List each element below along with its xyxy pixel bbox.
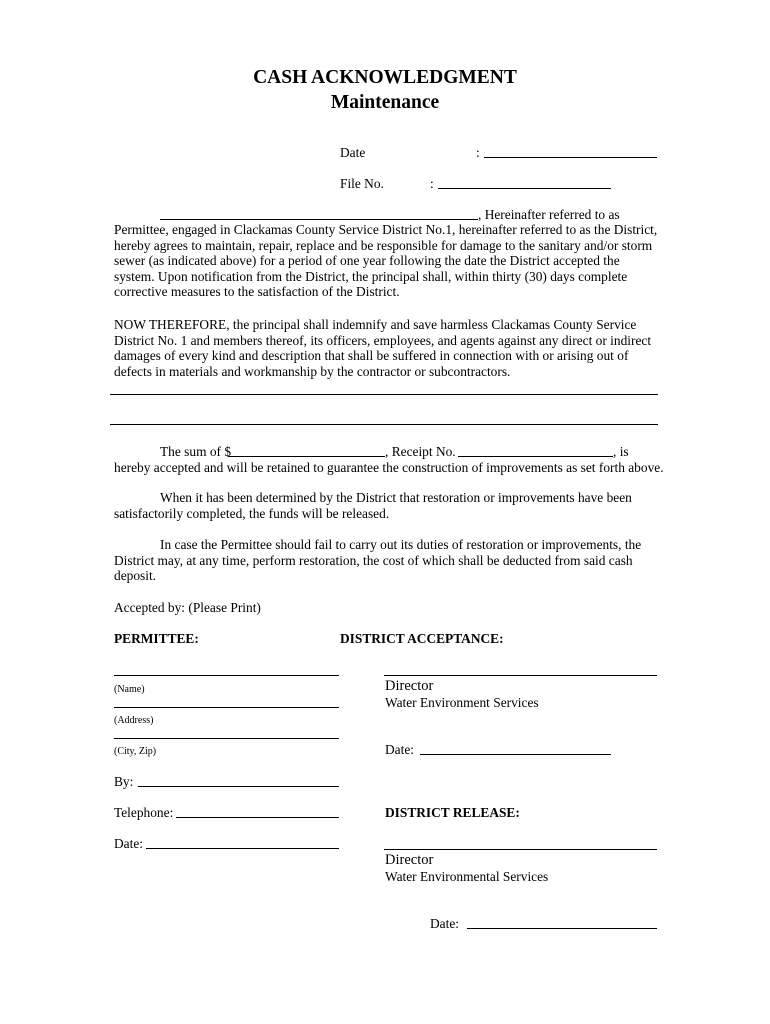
blank-line-1[interactable] (110, 394, 658, 395)
file-no-label: File No. (340, 176, 384, 191)
director-label-2: Director (385, 852, 434, 868)
paragraph-2: NOW THEREFORE, the principal shall indemnify and save harmless Clackamas County Service District No. 1 and members thereof, its officers, employees, and agents against any direct or indirect damages of every kind and description that shall be suffered in connection with or arising out of defects in materials and workmanship by the contractor or subcontractors. (114, 317, 652, 379)
by-label: By: (114, 774, 134, 789)
telephone-label: Telephone: (114, 805, 174, 820)
permittee-name-line[interactable] (114, 675, 339, 676)
receipt-label: , Receipt No. (385, 444, 456, 459)
receipt-no-field[interactable] (458, 456, 613, 457)
sum-amount-field[interactable] (228, 456, 385, 457)
by-field[interactable] (138, 786, 339, 787)
sum-line-2: hereby accepted and will be retained to guarantee the construction of improvements as set forth above. (114, 460, 664, 475)
name-label: (Name) (114, 684, 145, 695)
district-release-heading: DISTRICT RELEASE: (385, 805, 520, 820)
permittee-address-line[interactable] (114, 707, 339, 708)
address-label: (Address) (114, 715, 154, 726)
date-label: Date (340, 145, 366, 160)
paragraph-5: In case the Permittee should fail to carry out its duties of restoration or improvements, the District may, at any time, perform restoration, the cost of which shall be deducted from said cash deposit. (114, 537, 642, 584)
date-colon: : (476, 145, 480, 160)
paragraph-4: When it has been determined by the District that restoration or improvements have been satisfactorily completed, the funds will be released. (114, 490, 632, 521)
wes-label-1: Water Environment Services (385, 695, 539, 710)
accepted-by-label: Accepted by: (Please Print) (114, 600, 261, 615)
permittee-heading: PERMITTEE: (114, 631, 199, 646)
district-acceptance-heading: DISTRICT ACCEPTANCE: (340, 631, 504, 646)
release-signature-line[interactable] (384, 849, 657, 850)
city-zip-label: (City, Zip) (114, 746, 157, 757)
telephone-field[interactable] (176, 817, 339, 818)
document-title: CASH ACKNOWLEDGMENT (253, 67, 517, 88)
paragraph-1-suffix: , Hereinafter referred to as (478, 207, 620, 222)
permittee-date-field[interactable] (146, 848, 339, 849)
is-label: , is (613, 444, 629, 459)
director-label-1: Director (385, 678, 434, 694)
permittee-date-label: Date: (114, 836, 143, 851)
paragraph-1-body: Permittee, engaged in Clackamas County Service District No.1, hereinafter referred to as the District, hereby agrees to maintain, repair, replace and be responsible for damage to the sanitary and/or storm sewer (as indicated above) for a period of one year following the date the District accepted the system. Upon notification from the District, the principal shall, within thirty (30) days complete corrective measures to the satisfaction of the District. (114, 222, 658, 300)
acceptance-date-label: Date: (385, 742, 414, 757)
release-date-field[interactable] (467, 928, 657, 929)
document-subtitle: Maintenance (330, 92, 440, 113)
file-no-colon: : (430, 176, 434, 191)
sum-prefix: The sum of $ (160, 444, 232, 459)
release-date-label: Date: (430, 916, 459, 931)
blank-line-2[interactable] (110, 424, 658, 425)
wes-label-2: Water Environmental Services (385, 869, 549, 884)
date-field[interactable] (484, 157, 657, 158)
file-no-field[interactable] (438, 188, 611, 189)
acceptance-date-field[interactable] (420, 754, 611, 755)
permittee-name-field[interactable] (160, 219, 478, 220)
acceptance-signature-line[interactable] (384, 675, 657, 676)
permittee-city-zip-line[interactable] (114, 738, 339, 739)
